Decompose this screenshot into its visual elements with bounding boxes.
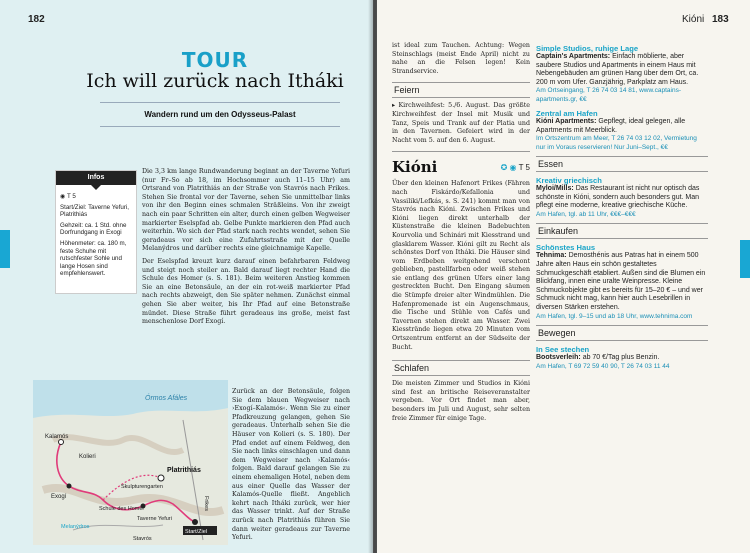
- haus-heading: Schönstes Haus: [536, 243, 596, 253]
- edge-tab-right: [740, 240, 750, 278]
- haus-link[interactable]: Am Hafen, tgl. 9–15 und ab 18 Uhr, www.tehnima.com: [536, 312, 693, 320]
- info-box-text: [56, 185, 136, 282]
- info-line-time: Gehzeit: ca. 1 Std. ohne Dorfrundgang in Exogi: [60, 221, 127, 237]
- see-heading: In See stechen: [536, 344, 590, 354]
- edge-tab-left: [0, 230, 10, 268]
- schlafen-text: Die meisten Zimmer und Studios in Kióni sind fest an britische Reiseveranstalter vergeben. Vor Ort findet man aber, besonders im Juli und August, sehr selten freie Zimmer für einige Tage.: [392, 380, 530, 422]
- pin-icon: ◉: [60, 193, 68, 200]
- kioni-title: Kióni: [392, 158, 438, 177]
- map-label-taverne: Taverne Yefuri: [137, 516, 172, 522]
- map-label-stavros: Stavrós: [133, 536, 152, 542]
- info-box: [55, 170, 137, 294]
- zentral-link[interactable]: Im Ortszentrum am Meer, T 26 74 03 12 02, Vermietung nur im Voraus reservieren! Nur Juni–Sept., €€: [536, 135, 697, 151]
- page-number-left: 182: [28, 14, 45, 25]
- route-map: [33, 380, 228, 545]
- tour-title: TOUR: [181, 48, 249, 72]
- left-page: [0, 0, 373, 553]
- zentral-heading: Zentral am Hafen: [536, 109, 598, 119]
- tour-lead: Wandern rund um den Odysseus-Palast: [144, 110, 296, 119]
- start-marker: [192, 519, 198, 525]
- star-icon: ✪: [500, 162, 510, 172]
- tour-paragraph-1: Die 3,3 km lange Rundwanderung beginnt an der Taverne Yefuri (nur Fr–So ab 18, im Hochsommer auch 11–15 Uhr) am Ortsrand von Platrithiás an der Straße von Stavrós nach Frikes. Stehen Sie frontal vor der Taverne, sehen Sie unmittelbar links von ihr den Beginn eines schmalen Sträßleins. Von ihr zweigt nach ein paar Schritten ein alter, durch einen gelben Wegweiser markierter Eselspfad ab. Gelbe Punkte markieren den Pfad auch weiterhin. Wo sich der Pfad stark nach rechts wendet, sehen Sie geradeaus vor sich eine Zufahrtsstraße mit der Quelle Melanýdros und darüber rechts eine gleichnamige Kapelle.: [142, 168, 350, 253]
- map-label-start: Start/Ziel: [185, 529, 208, 535]
- pin-icon: ◉: [509, 162, 519, 172]
- tour-subtitle: Ich will zurück nach Itháki: [86, 70, 344, 92]
- info-box-header: Infos: [56, 171, 136, 185]
- haus-entry: Tehnima: Demosthénis aus Patras hat in einem 500 Jahre alten Haus ein schön gestaltetes Schmuckgeschäft etabliert. Außen sind die Blumen ein Blickfang, innen eine uralte Weinpresse. Kleine Schmuckobjekte gibt es bereits für 15–20 € – und wer Schmuck nicht mag, kann hier auch Lesebrillen in diversen Stärken erstehen.: [536, 252, 706, 311]
- map-label-bay: Órmos Afáles: [145, 395, 188, 402]
- walk-ref: ◉ T 5: [60, 193, 76, 200]
- simple-link[interactable]: Am Ortseingang, T 26 74 03 14 81, www.captains-apartments.gr, €€: [536, 87, 682, 103]
- tour-text: [142, 168, 350, 327]
- map-label-frikes: Frikes: [203, 496, 209, 511]
- kreativ-entry: Myloi/Mills: Das Restaurant ist nicht nur optisch das schönste in Kióni, sondern auch besonders gut. Man pflegt eine moderne, kreative griechische Küche.: [536, 185, 700, 210]
- feiern-text: ▸ Kirchweihfest: 5./6. August. Das größte Kirchweihfest der Insel mit Musik und Tanz, Speis und Trank auf der Platia und in den Tavernen. Gefeiert wird in der Nacht vom 5. auf den 6. August.: [392, 102, 530, 144]
- running-head: Kióni: [682, 14, 705, 25]
- einkaufen-heading: Einkaufen: [536, 223, 708, 239]
- kioni-text: Über den kleinen Hafenort Frikes (Fähren nach Fiskárdo/Kefallonia und Vassiliki/Lefkás, s. S. 241) kommt man von Stavrós nach Kióni. Zwischen Frikes und Kióni liegen direkt unterhalb der Küstenstraße die kleinen Badebuchten Kourvolia und Schinári mit Kiesstrand und glasklarem Wasser. Kióni gilt zu Recht als schönstes Dorf von Itháki. Die Häuser sind vom Erdbeben weitgehend verschont geblieben, pastellfarben oder weiß stehen sie entlang des grünen Ufers einer lang gestreckten Bucht. Den Eingang säumen die Stümpfe dreier alter Windmühlen. Die Hafenpromenade ist ein Augenschmaus, die Tische und Stühle von Cafés und Tavernen stehen direkt am Wasser. Zwei Kiesstrände liegen etwa 20 Minuten vom Ortszentrum entfernt an der Südseite der Bucht.: [392, 180, 530, 351]
- map-label-school: Schule des Homer: [99, 506, 145, 512]
- dive-text: ist ideal zum Tauchen. Achtung: Wegen Steinschlags (meist Ende April) nicht zu nahe an die Felsen legen! Kein Strandservice.: [392, 42, 530, 75]
- bullet-icon: ▸: [392, 102, 399, 110]
- zentral-entry: Kióni Apartments: Gepflegt, ideal gelegen, alle Apartments mit Meerblick.: [536, 118, 686, 134]
- title-rule: [100, 102, 340, 103]
- page-number-right: 183: [712, 14, 729, 25]
- map-label-platrithias: Platrithiás: [167, 467, 201, 474]
- kreativ-link[interactable]: Am Hafen, tgl. ab 11 Uhr, €€€–€€€: [536, 210, 636, 218]
- bewegen-heading: Bewegen: [536, 325, 708, 341]
- map-side-text: Zurück an der Betonsäule, folgen Sie dem blauen Wegweiser nach ›Exogí–Kalamós‹. Wenn Sie zu einer Pfadkreuzung gelangen, gehen Sie geradeaus. Unterhalb sehen Sie die Häuser von Kolieri (s. S. 180). Der Pfad endet auf einem Feldweg, den Sie nach links einschlagen und dann dem Wegweiser nach ›Kalamós‹ folgen. Bald darauf gelangen Sie zu einem ehemaligen Hotel, neben dem aus einer Quelle das Wasser der Kalamós-Quelle fließt. Angeblich kehrt nach Itháki zurück, wer hier das Wasser trinkt. Auf der Straße zurück nach Platrithiás führen Sie dann weiter geradeaus zur Taverne Yefuri.: [232, 388, 350, 542]
- see-link[interactable]: Am Hafen, T 69 72 59 40 90, T 26 74 03 11 44: [536, 362, 670, 370]
- lead-rule: [100, 126, 340, 127]
- map-label-kalamos: Kalamós: [45, 434, 69, 440]
- simple-heading: Simple Studios, ruhige Lage: [536, 44, 639, 53]
- tips-column: [536, 44, 708, 371]
- see-entry: Bootsverleih: ab 70 €/Tag plus Benzin.: [536, 353, 660, 361]
- kreativ-heading: Kreativ griechisch: [536, 176, 602, 186]
- kioni-column: [392, 42, 530, 423]
- map-label-garden: Skulpturengarten: [121, 484, 163, 490]
- kioni-header: [392, 151, 530, 176]
- map-graphic: [33, 380, 228, 545]
- info-line-start: Start/Ziel: Taverne Yefuri, Platrithiás: [60, 203, 130, 219]
- map-label-melanydros: Melanýdros: [61, 524, 90, 530]
- kioni-walk: ✪ ◉ T 5: [500, 162, 530, 172]
- map-label-exogi: Exogí: [51, 494, 67, 500]
- schlafen-heading: Schlafen: [392, 360, 530, 376]
- tour-paragraph-2: Der Eselspfad kreuzt kurz darauf einen befahrbaren Feldweg und steigt noch steiler an. Bald darauf liegt rechter Hand die Schule des Homer (s. S. 181). Beim weiteren Anstieg kommen Sie an eine Betonsäule, an der ein rot-weiß markierter Pfad nach rechts abzweigt, den Sie später nehmen. Zunächst einmal gehen Sie aber weiter, bis Ihr Pfad auf eine Betonstraße mündet. Diese Straße führt geradeaus ins große, meist fast menschenlose Dorf Exogí.: [142, 257, 350, 326]
- essen-heading: Essen: [536, 156, 708, 172]
- info-line-altitude: Höhenmeter: ca. 180 m, feste Schuhe mit rutschfester Sohle und lange Hosen sind empfehlenswert.: [60, 239, 127, 278]
- simple-entry: Captain's Apartments: Einfach möblierte, aber saubere Studios und Apartments in einem Haus mit Nebengebäuden am grünen Hang über dem Ort, ca. 200 m vom Ufer. Ganzjährig, Parkplatz am Haus.: [536, 53, 699, 86]
- feiern-heading: Feiern: [392, 82, 530, 98]
- info-box-pointer: [91, 185, 101, 190]
- map-label-kolieri: Kolieri: [79, 454, 96, 460]
